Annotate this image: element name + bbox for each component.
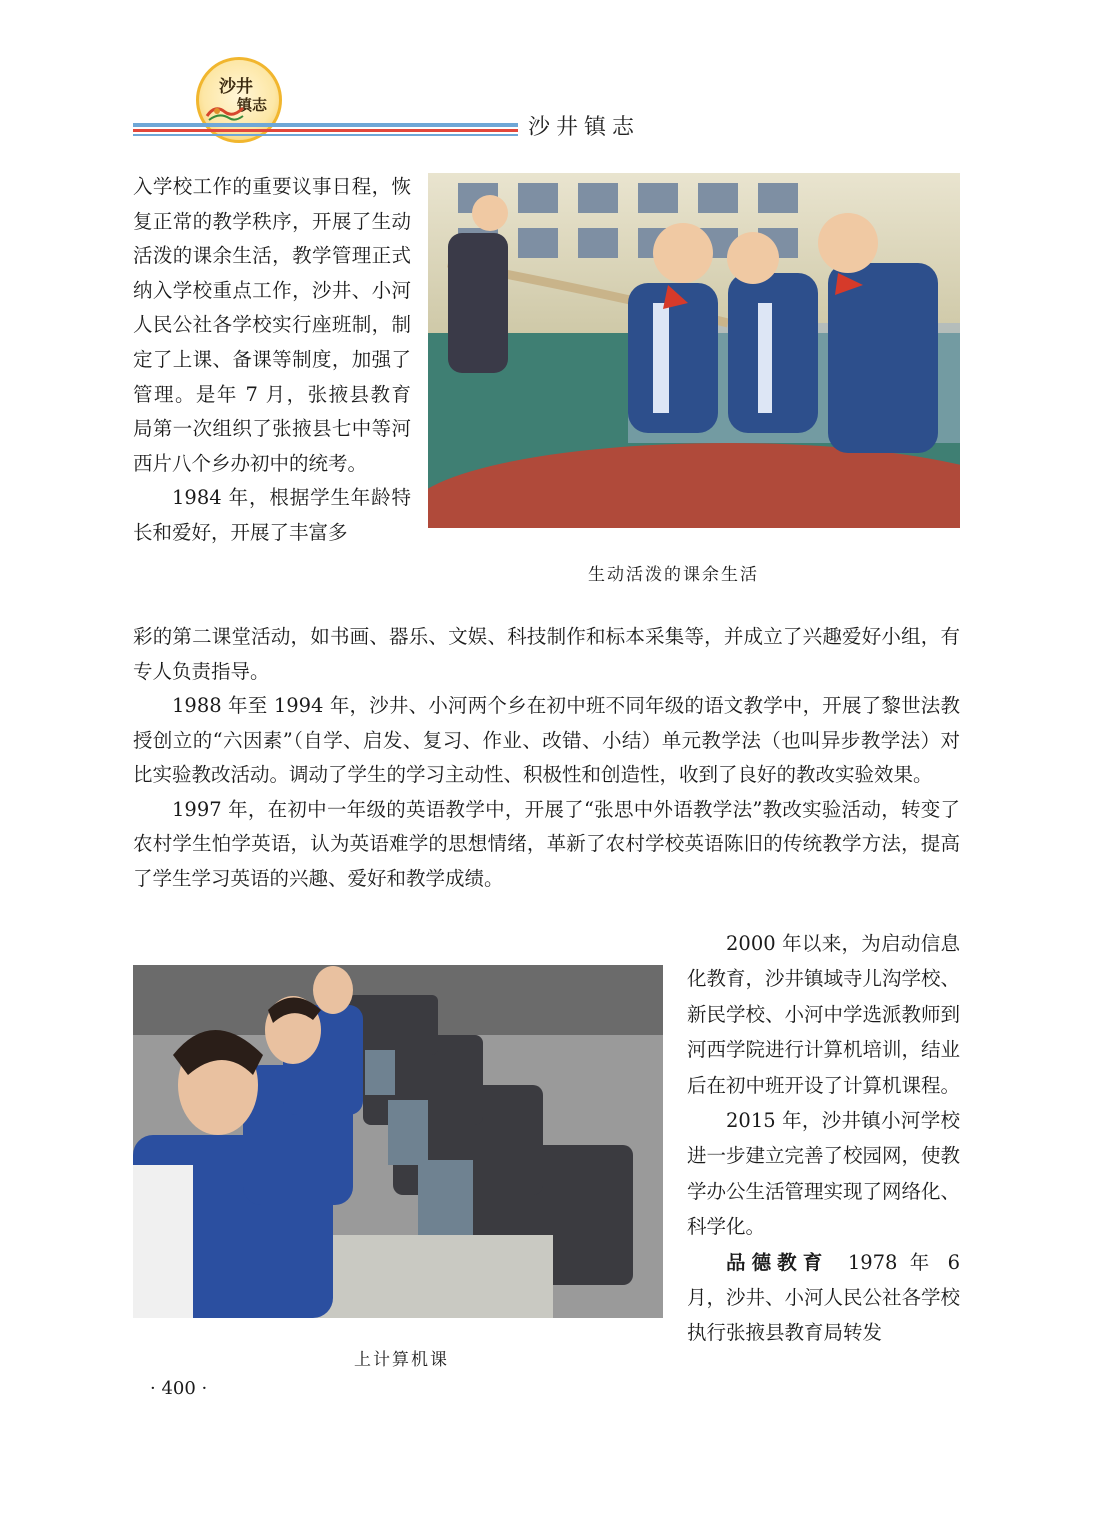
paragraph-5: 2000 年以来，为启动信息化教育，沙井镇域寺儿沟学校、新民学校、小河中学选派教师到河西学院进行计算机培训，结业后在初中班开设了计算机课程。 (687, 932, 961, 1097)
photo-tug-of-war (428, 173, 960, 528)
photo-caption-tug-of-war: 生动活泼的课余生活 (588, 565, 759, 585)
page-number: · 400 · (150, 1378, 208, 1399)
paragraph-1: 入学校工作的重要议事日程，恢复正常的教学秩序，开展了生动活泼的课余生活，教学管理正式纳入学校重点工作，沙井、小河人民公社各学校实行座班制，制定了上课、备课等制度，加强了管理。是年 7 月，张掖县教育局第一次组织了张掖县七中等河西片八个乡办初中的统考。 (133, 175, 411, 475)
paragraph-4: 1997 年，在初中一年级的英语教学中，开展了“张思中外语教学法”教改实验活动，转变了农村学生怕学英语，认为英语难学的思想情绪，革新了农村学校英语陈旧的传统教学方法，提高了学生学习英语的兴趣、爱好和教学成绩。 (133, 797, 960, 890)
photo-caption-computer-class: 上计算机课 (354, 1350, 449, 1370)
logo-text-top: 沙井 (219, 77, 253, 97)
section-heading-moral-education: 品德教育 (726, 1250, 829, 1274)
running-title: 沙井镇志 (528, 115, 641, 140)
paragraph-7-text: 1978 年 6 月，沙井、小河人民公社各学校执行张掖县教育局转发 (687, 1250, 961, 1345)
left-column (133, 170, 411, 551)
paragraph-2-cont: 彩的第二课堂活动，如书画、器乐、文娱、科技制作和标本采集等，并成立了兴趣爱好小组，有专人负责指导。 (133, 625, 960, 683)
photo-computer-class (133, 965, 663, 1318)
header-rule-blue-top (133, 123, 518, 127)
phoenix-icon (205, 102, 245, 124)
full-width-text (133, 620, 960, 896)
header-rule-blue-bottom (133, 134, 518, 136)
logo-text-bottom: 镇志 (237, 96, 268, 114)
paragraph-7 (687, 1245, 960, 1351)
paragraph-3: 1988 年至 1994 年，沙井、小河两个乡在初中班不同年级的语文教学中，开展了黎世法教授创立的“六因素”（自学、启发、复习、作业、改错、小结）单元教学法（也叫异步教学法）对比实验教改活动。调动了学生的学习主动性、积极性和创造性，收到了良好的教改实验效果。 (133, 694, 960, 786)
right-column (687, 926, 960, 1351)
paragraph-2-start: 1984 年，根据学生年龄特长和爱好，开展了丰富多 (133, 486, 411, 544)
header-rule-red (133, 129, 518, 132)
paragraph-6: 2015 年，沙井镇小河学校进一步建立完善了校园网，使教学办公生活管理实现了网络化、科学化。 (687, 1109, 961, 1239)
